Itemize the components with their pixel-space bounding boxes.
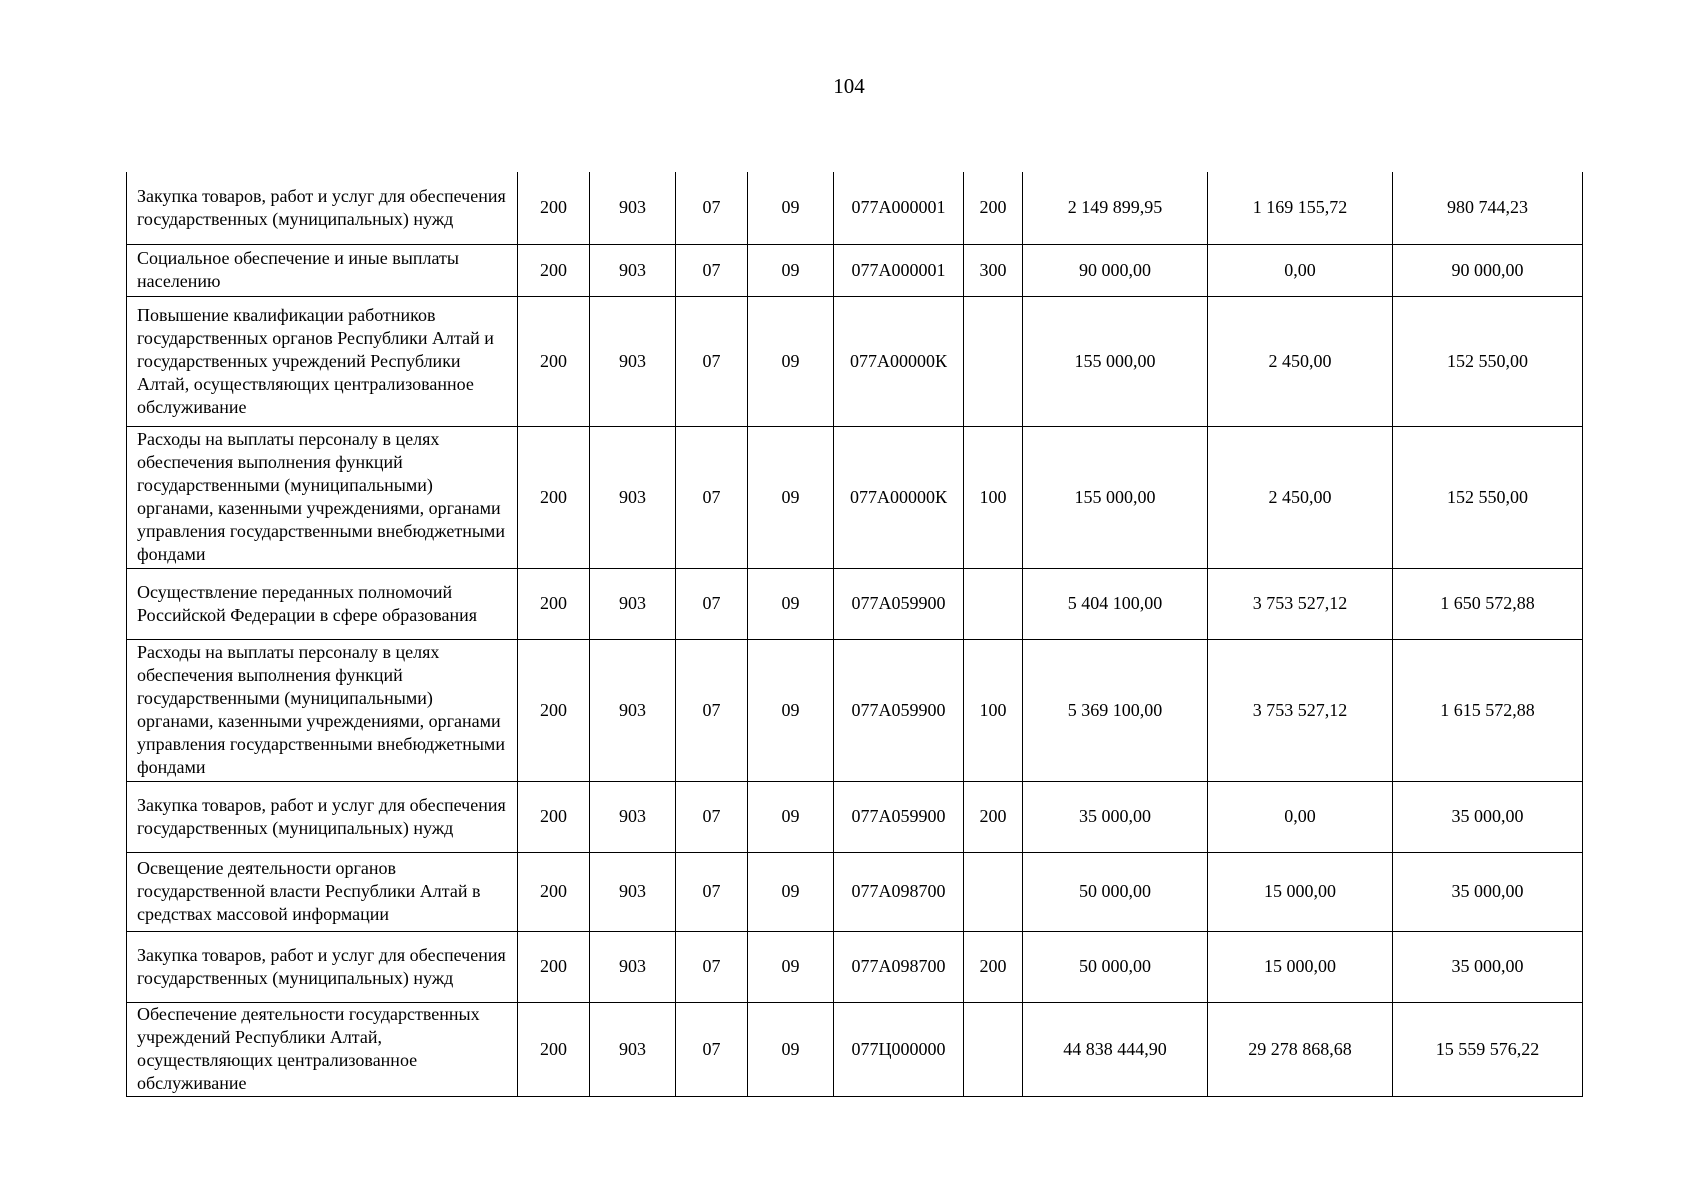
code-cell: 200 <box>518 426 590 568</box>
expense-name: Социальное обеспечение и иные выплаты населению <box>127 244 518 296</box>
section-code-cell: 07 <box>676 172 748 244</box>
code-cell: 200 <box>518 639 590 781</box>
table-row <box>127 781 1583 852</box>
ministry-code-cell: 903 <box>590 296 676 426</box>
table-row <box>127 426 1583 568</box>
subsection-code-cell: 09 <box>748 172 834 244</box>
section-code-cell: 07 <box>676 568 748 639</box>
amount-cell-3: 1 650 572,88 <box>1393 568 1583 639</box>
amount-cell-2: 15 000,00 <box>1208 931 1393 1002</box>
ministry-code-cell: 903 <box>590 426 676 568</box>
target-article-cell: 077А000001 <box>834 172 964 244</box>
amount-cell-3: 1 615 572,88 <box>1393 639 1583 781</box>
code-cell: 200 <box>518 852 590 931</box>
target-article-cell: 077А059900 <box>834 639 964 781</box>
amount-cell-3: 35 000,00 <box>1393 852 1583 931</box>
expense-name: Расходы на выплаты персоналу в целях обеспечения выполнения функций государственными (муниципальными) органами, казенными учреждениями, органами управления государственными внебюджетными фондами <box>127 426 518 568</box>
expense-type-cell: 300 <box>964 244 1023 296</box>
code-cell: 200 <box>518 568 590 639</box>
target-article-cell: 077А000001 <box>834 244 964 296</box>
target-article-cell: 077А00000К <box>834 426 964 568</box>
amount-cell-1: 155 000,00 <box>1023 296 1208 426</box>
code-cell: 200 <box>518 244 590 296</box>
section-code-cell: 07 <box>676 426 748 568</box>
amount-cell-2: 0,00 <box>1208 781 1393 852</box>
amount-cell-2: 0,00 <box>1208 244 1393 296</box>
amount-cell-3: 980 744,23 <box>1393 172 1583 244</box>
ministry-code-cell: 903 <box>590 1002 676 1096</box>
expense-name: Освещение деятельности органов государственной власти Республики Алтай в средствах массовой информации <box>127 852 518 931</box>
table-row <box>127 1002 1583 1096</box>
amount-cell-3: 152 550,00 <box>1393 296 1583 426</box>
amount-cell-1: 5 404 100,00 <box>1023 568 1208 639</box>
subsection-code-cell: 09 <box>748 244 834 296</box>
amount-cell-3: 152 550,00 <box>1393 426 1583 568</box>
table-row <box>127 244 1583 296</box>
code-cell: 200 <box>518 781 590 852</box>
expense-name: Повышение квалификации работников государственных органов Республики Алтай и государственных учреждений Республики Алтай, осуществляющих централизованное обслуживание <box>127 296 518 426</box>
subsection-code-cell: 09 <box>748 568 834 639</box>
section-code-cell: 07 <box>676 1002 748 1096</box>
expense-type-cell: 200 <box>964 781 1023 852</box>
ministry-code-cell: 903 <box>590 244 676 296</box>
subsection-code-cell: 09 <box>748 426 834 568</box>
amount-cell-2: 1 169 155,72 <box>1208 172 1393 244</box>
amount-cell-1: 5 369 100,00 <box>1023 639 1208 781</box>
amount-cell-1: 50 000,00 <box>1023 852 1208 931</box>
amount-cell-2: 29 278 868,68 <box>1208 1002 1393 1096</box>
expense-type-cell <box>964 1002 1023 1096</box>
section-code-cell: 07 <box>676 639 748 781</box>
ministry-code-cell: 903 <box>590 781 676 852</box>
subsection-code-cell: 09 <box>748 639 834 781</box>
section-code-cell: 07 <box>676 931 748 1002</box>
target-article-cell: 077А00000К <box>834 296 964 426</box>
ministry-code-cell: 903 <box>590 639 676 781</box>
expense-type-cell: 100 <box>964 639 1023 781</box>
table-row <box>127 639 1583 781</box>
subsection-code-cell: 09 <box>748 1002 834 1096</box>
expense-name: Закупка товаров, работ и услуг для обеспечения государственных (муниципальных) нужд <box>127 931 518 1002</box>
subsection-code-cell: 09 <box>748 781 834 852</box>
section-code-cell: 07 <box>676 244 748 296</box>
amount-cell-3: 15 559 576,22 <box>1393 1002 1583 1096</box>
code-cell: 200 <box>518 1002 590 1096</box>
code-cell: 200 <box>518 931 590 1002</box>
amount-cell-2: 3 753 527,12 <box>1208 639 1393 781</box>
table-row <box>127 568 1583 639</box>
amount-cell-1: 155 000,00 <box>1023 426 1208 568</box>
table-row <box>127 296 1583 426</box>
expense-type-cell <box>964 568 1023 639</box>
table-row <box>127 852 1583 931</box>
subsection-code-cell: 09 <box>748 296 834 426</box>
ministry-code-cell: 903 <box>590 568 676 639</box>
expense-type-cell <box>964 296 1023 426</box>
subsection-code-cell: 09 <box>748 931 834 1002</box>
amount-cell-3: 90 000,00 <box>1393 244 1583 296</box>
amount-cell-2: 3 753 527,12 <box>1208 568 1393 639</box>
target-article-cell: 077Ц000000 <box>834 1002 964 1096</box>
ministry-code-cell: 903 <box>590 172 676 244</box>
section-code-cell: 07 <box>676 296 748 426</box>
subsection-code-cell: 09 <box>748 852 834 931</box>
expense-name: Расходы на выплаты персоналу в целях обеспечения выполнения функций государственными (муниципальными) органами, казенными учреждениями, органами управления государственными внебюджетными фондами <box>127 639 518 781</box>
table-body <box>127 172 1583 1096</box>
expense-type-cell: 100 <box>964 426 1023 568</box>
amount-cell-3: 35 000,00 <box>1393 931 1583 1002</box>
section-code-cell: 07 <box>676 781 748 852</box>
expense-type-cell: 200 <box>964 931 1023 1002</box>
amount-cell-2: 15 000,00 <box>1208 852 1393 931</box>
expense-name: Закупка товаров, работ и услуг для обеспечения государственных (муниципальных) нужд <box>127 781 518 852</box>
amount-cell-2: 2 450,00 <box>1208 296 1393 426</box>
expense-name: Обеспечение деятельности государственных учреждений Республики Алтай, осуществляющих централизованное обслуживание <box>127 1002 518 1096</box>
target-article-cell: 077А059900 <box>834 781 964 852</box>
page-number: 104 <box>833 74 865 98</box>
budget-table <box>126 172 1583 1097</box>
ministry-code-cell: 903 <box>590 852 676 931</box>
amount-cell-1: 44 838 444,90 <box>1023 1002 1208 1096</box>
code-cell: 200 <box>518 172 590 244</box>
table-row <box>127 931 1583 1002</box>
target-article-cell: 077А098700 <box>834 931 964 1002</box>
amount-cell-1: 35 000,00 <box>1023 781 1208 852</box>
expense-type-cell <box>964 852 1023 931</box>
expense-type-cell: 200 <box>964 172 1023 244</box>
section-code-cell: 07 <box>676 852 748 931</box>
expense-name: Закупка товаров, работ и услуг для обеспечения государственных (муниципальных) нужд <box>127 172 518 244</box>
amount-cell-1: 2 149 899,95 <box>1023 172 1208 244</box>
target-article-cell: 077А059900 <box>834 568 964 639</box>
amount-cell-2: 2 450,00 <box>1208 426 1393 568</box>
target-article-cell: 077А098700 <box>834 852 964 931</box>
table-row <box>127 172 1583 244</box>
amount-cell-1: 50 000,00 <box>1023 931 1208 1002</box>
code-cell: 200 <box>518 296 590 426</box>
amount-cell-1: 90 000,00 <box>1023 244 1208 296</box>
ministry-code-cell: 903 <box>590 931 676 1002</box>
expense-name: Осуществление переданных полномочий Российской Федерации в сфере образования <box>127 568 518 639</box>
amount-cell-3: 35 000,00 <box>1393 781 1583 852</box>
